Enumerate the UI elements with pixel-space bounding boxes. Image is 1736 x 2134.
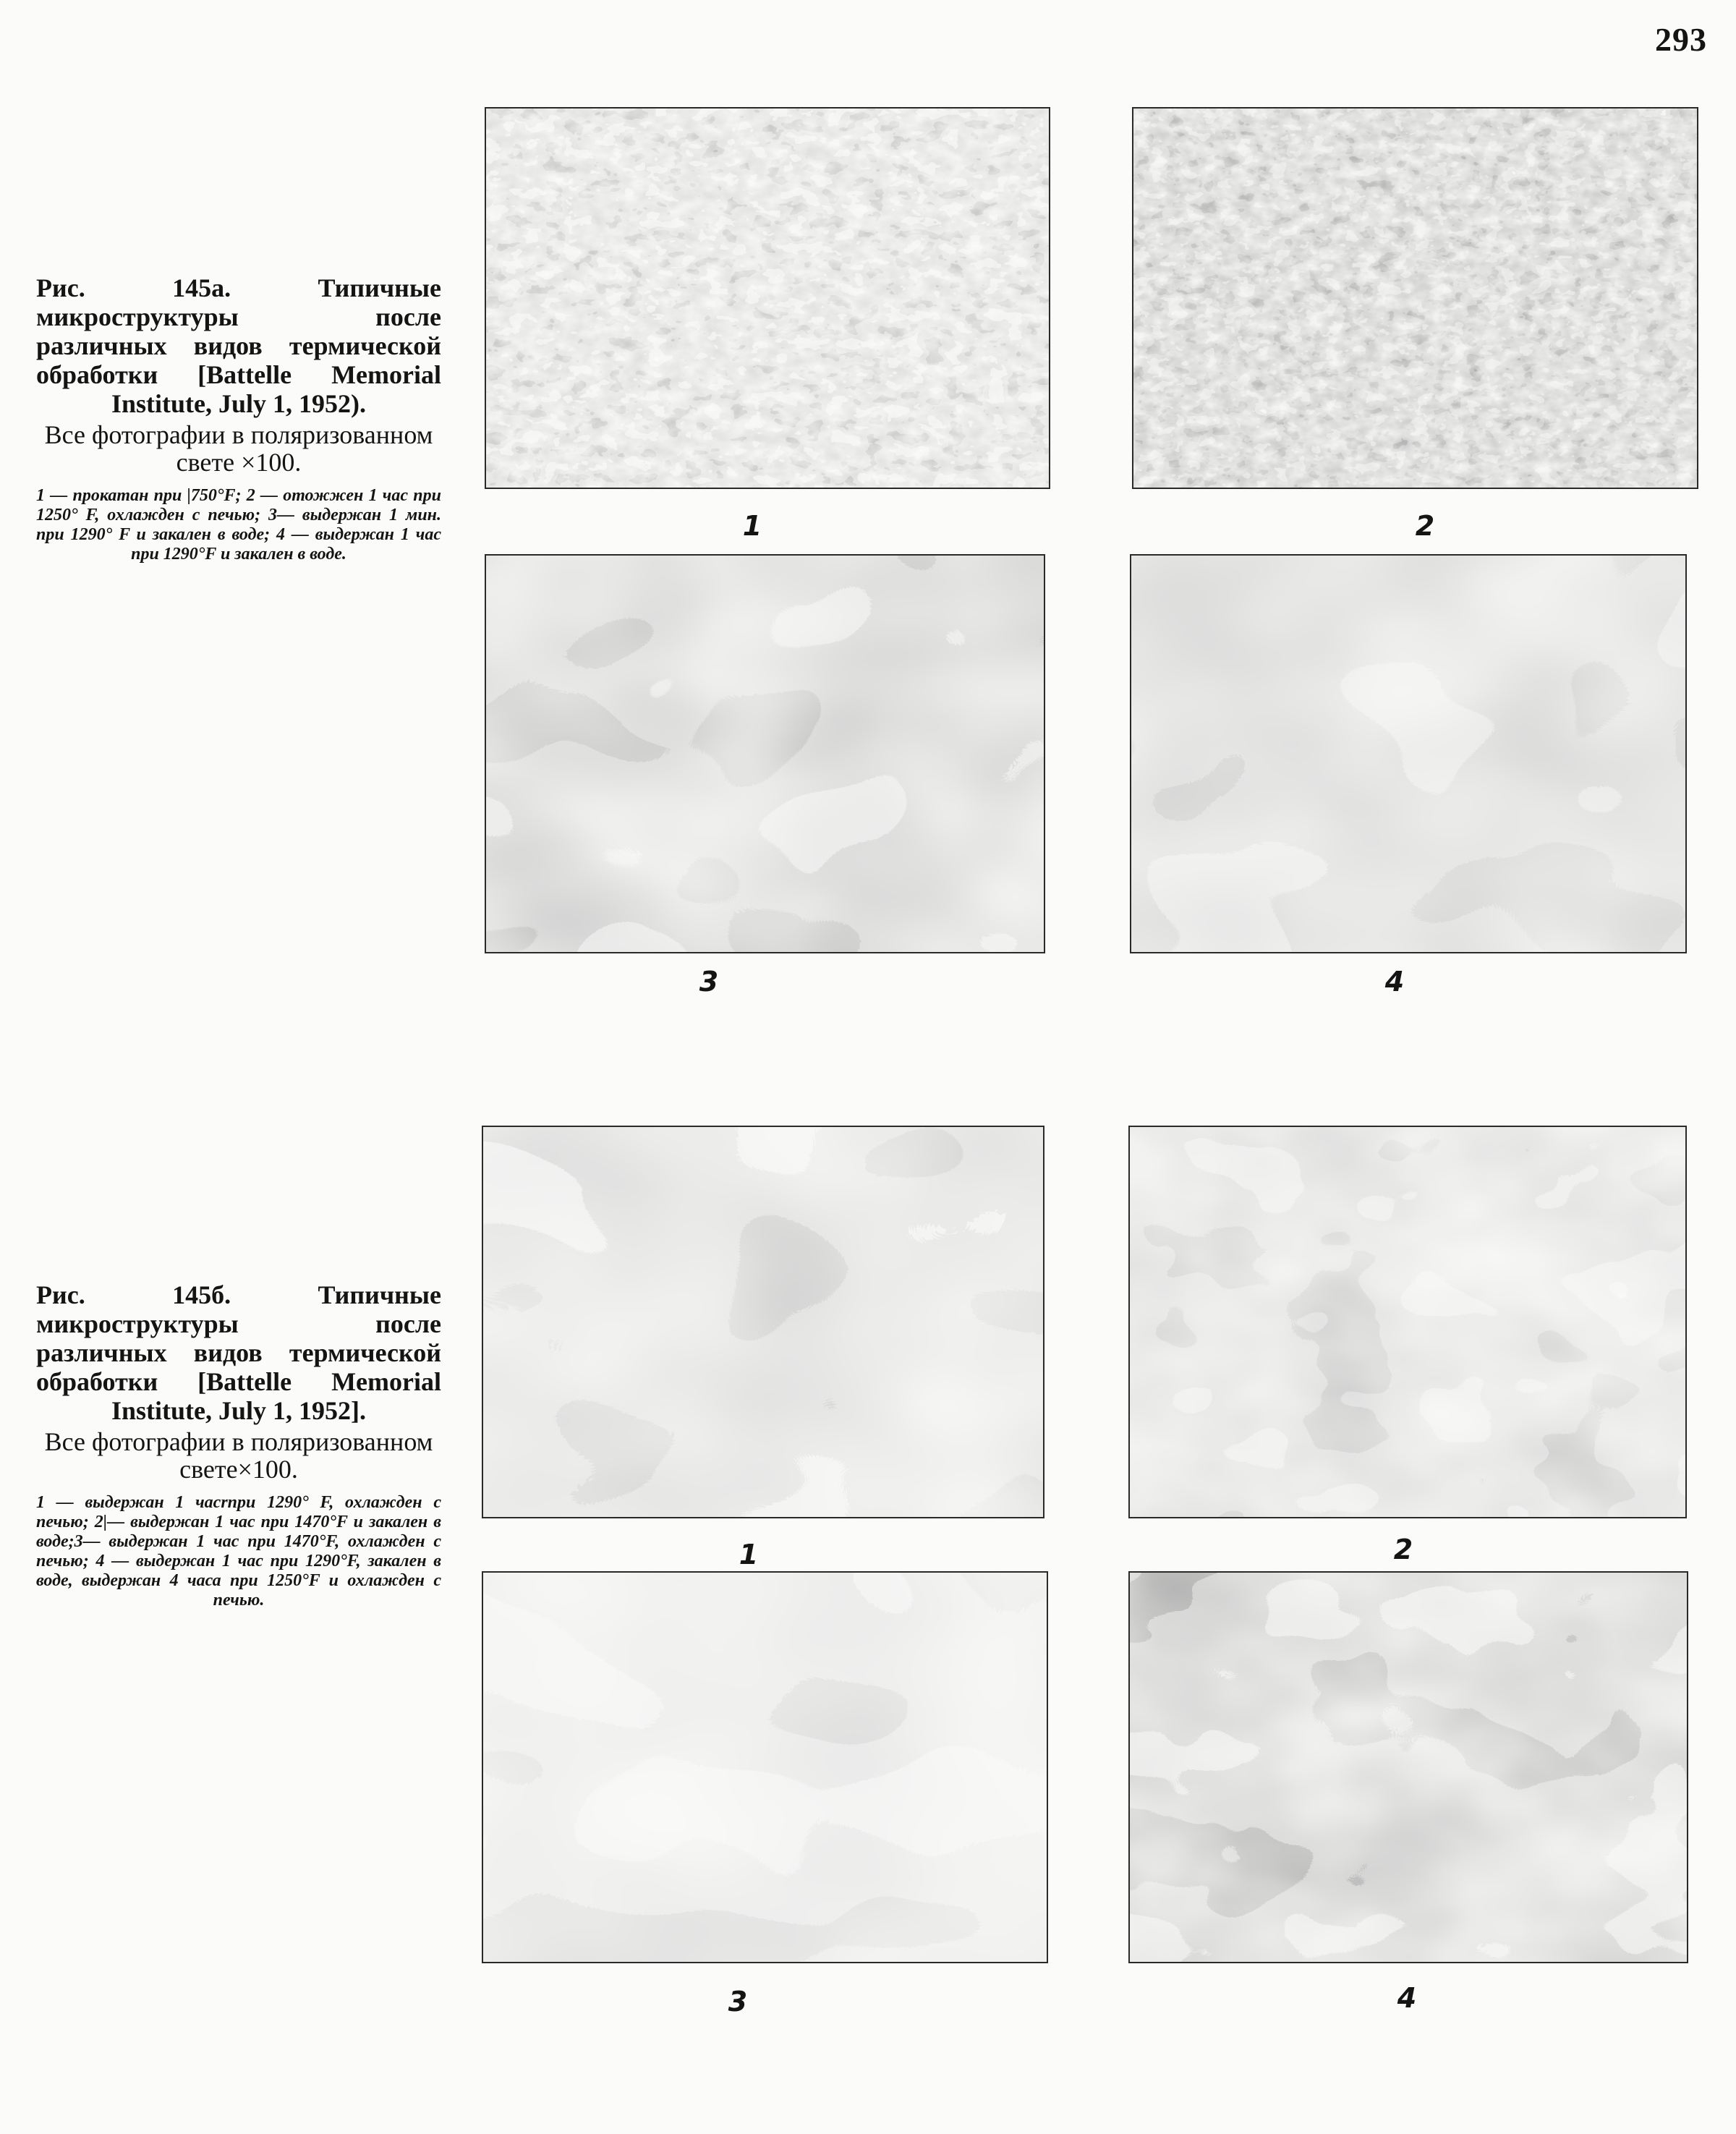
figure-b-note: Все фотографии в поляризованном свете×100. [44, 1427, 433, 1484]
panel-label-a2: 2 [1415, 510, 1435, 542]
panel-label-b1: 1 [739, 1539, 759, 1570]
figure-a-title: Рис. 145а. Типичные микроструктуры после различных видов термической обработки [Battelle Memorial Institute, July 1, 1952). [36, 273, 441, 418]
figure-a-legend: 1 — прокатан при |750°F; 2 — отожжен 1 час при 1250° F, охлажден с печью; 3— выдержан 1 мин. при 1290° F и закален в воде; 4 — выдержан 1 час при 1290°F и закален в воде. [36, 486, 441, 564]
micrograph-b2 [1128, 1126, 1687, 1518]
micrograph-b1 [482, 1126, 1044, 1518]
panel-label-a3: 3 [699, 966, 719, 998]
panel-label-b2: 2 [1393, 1534, 1413, 1565]
figure-b-caption [36, 1280, 441, 1610]
micrograph-b4 [1128, 1571, 1688, 1963]
figure-b-legend: 1 — выдержан 1 часrпри 1290° F, охлажден с печью; 2|— выдержан 1 час при 1470°F и закален в воде;3— выдержан 1 час при 1470°F, охлажден с печью; 4 — выдержан 1 час при 1290°F, закален в воде, выдержан 4 часа при 1250°F и охлажден с печью. [36, 1493, 441, 1610]
page-number: 293 [1655, 21, 1707, 58]
micrograph-a2 [1132, 107, 1698, 489]
panel-label-b4: 4 [1397, 1982, 1417, 2014]
micrograph-a3 [485, 554, 1045, 953]
figure-a-note: Все фотографии в поляризованном свете ×100. [44, 420, 433, 477]
micrograph-a4 [1130, 554, 1687, 953]
figure-a-caption [36, 273, 441, 564]
panel-label-b3: 3 [728, 1986, 748, 2018]
panel-label-a4: 4 [1384, 966, 1405, 998]
figure-b-title: Рис. 145б. Типичные микроструктуры после различных видов термической обработки [Battelle Memorial Institute, July 1, 1952]. [36, 1280, 441, 1425]
micrograph-b3 [482, 1571, 1048, 1963]
micrograph-a1 [485, 107, 1050, 489]
panel-label-a1: 1 [742, 510, 762, 542]
